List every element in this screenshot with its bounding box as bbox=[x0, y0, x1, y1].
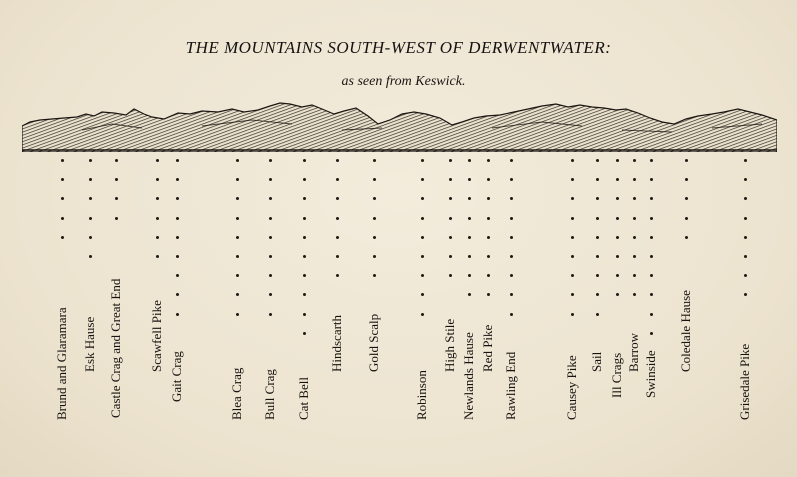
page-subtitle: as seen from Keswick. bbox=[341, 74, 466, 89]
leader-dot bbox=[156, 255, 159, 258]
leader-dot bbox=[89, 178, 92, 181]
leader-dot bbox=[269, 274, 272, 277]
leader-dot bbox=[596, 178, 599, 181]
leader-dot bbox=[571, 313, 574, 316]
leader-dot bbox=[61, 159, 64, 162]
leader-dot bbox=[510, 236, 513, 239]
leader-dot bbox=[596, 274, 599, 277]
leader-dot bbox=[650, 255, 653, 258]
leader-dot bbox=[596, 236, 599, 239]
leader-dot bbox=[650, 332, 653, 335]
leader-dot bbox=[650, 159, 653, 162]
leader-dot bbox=[468, 255, 471, 258]
leader-dot bbox=[744, 255, 747, 258]
leader-dot bbox=[373, 255, 376, 258]
leader-dot bbox=[744, 159, 747, 162]
leader-dot bbox=[236, 255, 239, 258]
mountain-label: Robinson bbox=[414, 370, 429, 420]
mountain-label: High Stile bbox=[442, 318, 457, 372]
mountain-label: Red Pike bbox=[480, 324, 495, 372]
leader-dot bbox=[61, 236, 64, 239]
leader-dot bbox=[487, 255, 490, 258]
mountain-label: Swinside bbox=[643, 350, 658, 398]
leader-dot bbox=[176, 255, 179, 258]
leader-dot bbox=[650, 178, 653, 181]
leader-dot bbox=[303, 313, 306, 316]
leader-dot bbox=[269, 159, 272, 162]
leader-dot bbox=[650, 274, 653, 277]
leader-dot bbox=[336, 236, 339, 239]
leader-dot bbox=[510, 274, 513, 277]
leader-dot bbox=[156, 217, 159, 220]
leader-dot bbox=[685, 217, 688, 220]
leader-dot bbox=[303, 255, 306, 258]
leader-dot bbox=[449, 274, 452, 277]
leader-dot bbox=[421, 178, 424, 181]
leader-dot bbox=[571, 178, 574, 181]
leader-dot bbox=[421, 274, 424, 277]
leader-dot bbox=[176, 217, 179, 220]
leader-dot bbox=[449, 236, 452, 239]
mountain-label: Brund and Glaramara bbox=[54, 307, 69, 420]
leader-dot bbox=[571, 255, 574, 258]
leader-dot bbox=[633, 178, 636, 181]
leader-dot bbox=[176, 159, 179, 162]
leader-dot bbox=[303, 217, 306, 220]
leader-dot bbox=[468, 159, 471, 162]
leader-dot bbox=[616, 236, 619, 239]
leader-dot bbox=[336, 274, 339, 277]
leader-dot bbox=[571, 159, 574, 162]
leader-dot bbox=[269, 178, 272, 181]
leader-dot bbox=[633, 236, 636, 239]
mountain-label: Cat Bell bbox=[296, 377, 311, 420]
leader-dot bbox=[421, 255, 424, 258]
leader-dot bbox=[616, 255, 619, 258]
leader-dot bbox=[744, 217, 747, 220]
mountain-label: Castle Crag and Great End bbox=[108, 278, 123, 418]
leader-dot bbox=[510, 159, 513, 162]
leader-dot bbox=[744, 274, 747, 277]
leader-dot bbox=[616, 159, 619, 162]
leader-dot bbox=[336, 255, 339, 258]
leader-dot bbox=[89, 236, 92, 239]
leader-dot bbox=[571, 236, 574, 239]
mountain-label: Barrow bbox=[626, 333, 641, 372]
mountain-label: Causey Pike bbox=[564, 355, 579, 420]
leader-dot bbox=[487, 236, 490, 239]
leader-dot bbox=[176, 178, 179, 181]
leader-dot bbox=[571, 274, 574, 277]
leader-dot bbox=[336, 159, 339, 162]
leader-dot bbox=[487, 178, 490, 181]
leader-dot bbox=[510, 313, 513, 316]
leader-dot bbox=[596, 159, 599, 162]
leader-dot bbox=[176, 274, 179, 277]
leader-dot bbox=[510, 255, 513, 258]
mountain-label: Sail bbox=[589, 351, 604, 372]
leader-dot bbox=[303, 274, 306, 277]
leader-dot bbox=[468, 274, 471, 277]
leader-dot bbox=[373, 236, 376, 239]
leader-dot bbox=[487, 217, 490, 220]
leader-dot bbox=[596, 217, 599, 220]
leader-dot bbox=[156, 178, 159, 181]
leader-dot bbox=[633, 159, 636, 162]
leader-dot bbox=[236, 217, 239, 220]
mountain-label: Hindscarth bbox=[329, 314, 344, 372]
leader-dot bbox=[115, 217, 118, 220]
leader-dot bbox=[421, 217, 424, 220]
leader-dot bbox=[616, 274, 619, 277]
leader-dot bbox=[487, 274, 490, 277]
leader-dot bbox=[571, 217, 574, 220]
mountain-label: Blea Crag bbox=[229, 367, 244, 420]
leader-dot bbox=[650, 313, 653, 316]
leader-dot bbox=[269, 255, 272, 258]
leader-dot bbox=[744, 236, 747, 239]
leader-dot bbox=[596, 255, 599, 258]
mountain-label: Gait Crag bbox=[169, 351, 184, 402]
leader-dot bbox=[373, 274, 376, 277]
leader-dot bbox=[115, 178, 118, 181]
leader-dot bbox=[421, 313, 424, 316]
leader-dot bbox=[449, 159, 452, 162]
mountain-label: Ill Crags bbox=[609, 352, 624, 398]
leader-dot bbox=[373, 159, 376, 162]
leader-dot bbox=[303, 332, 306, 335]
leader-dot bbox=[449, 217, 452, 220]
mountain-label: Rawling End bbox=[503, 351, 518, 420]
leader-dot bbox=[468, 217, 471, 220]
leader-dot bbox=[336, 217, 339, 220]
leader-dot bbox=[449, 178, 452, 181]
leader-dot bbox=[616, 217, 619, 220]
leader-dot bbox=[156, 159, 159, 162]
leader-dot bbox=[685, 159, 688, 162]
leader-dot bbox=[633, 255, 636, 258]
leader-dot bbox=[596, 313, 599, 316]
leader-dot bbox=[269, 236, 272, 239]
leader-dot bbox=[156, 236, 159, 239]
leader-dot bbox=[236, 274, 239, 277]
leader-dot bbox=[269, 217, 272, 220]
leader-dot bbox=[61, 178, 64, 181]
mountain-label: Coledale Hause bbox=[678, 290, 693, 372]
leader-dot bbox=[744, 178, 747, 181]
leader-dot bbox=[303, 178, 306, 181]
leader-dot bbox=[89, 217, 92, 220]
leader-dot bbox=[650, 236, 653, 239]
mountain-label: Esk Hause bbox=[82, 316, 97, 372]
leader-dot bbox=[449, 255, 452, 258]
mountain-label: Grisedale Pike bbox=[737, 343, 752, 420]
leader-dot bbox=[236, 178, 239, 181]
leader-dot bbox=[487, 159, 490, 162]
mountain-panorama bbox=[22, 100, 777, 152]
leader-dot bbox=[510, 178, 513, 181]
leader-dot bbox=[421, 159, 424, 162]
leader-dot bbox=[115, 159, 118, 162]
leader-dot bbox=[633, 274, 636, 277]
leader-dot bbox=[468, 178, 471, 181]
mountain-label: Gold Scalp bbox=[366, 313, 381, 372]
leader-dot bbox=[633, 217, 636, 220]
leader-dot bbox=[89, 255, 92, 258]
leader-dot bbox=[303, 236, 306, 239]
leader-dot bbox=[269, 313, 272, 316]
leader-dot bbox=[236, 313, 239, 316]
leader-dot bbox=[336, 178, 339, 181]
leader-dot bbox=[89, 159, 92, 162]
leader-dot bbox=[510, 217, 513, 220]
mountain-label: Bull Crag bbox=[262, 369, 277, 420]
mountain-label: Newlands Hause bbox=[461, 332, 476, 420]
leader-dot bbox=[373, 217, 376, 220]
leader-dot bbox=[468, 236, 471, 239]
leader-dot bbox=[373, 178, 376, 181]
leader-dot bbox=[176, 236, 179, 239]
leader-dot bbox=[650, 217, 653, 220]
leader-dot bbox=[236, 236, 239, 239]
mountain-label: Scawfell Pike bbox=[149, 300, 164, 372]
page-title: THE MOUNTAINS SOUTH-WEST OF DERWENTWATER: bbox=[185, 38, 612, 57]
leader-dot bbox=[236, 159, 239, 162]
leader-dot bbox=[685, 236, 688, 239]
leader-dot bbox=[616, 178, 619, 181]
leader-dot bbox=[685, 178, 688, 181]
leader-dot bbox=[61, 217, 64, 220]
leader-dot bbox=[303, 159, 306, 162]
leader-dot bbox=[176, 313, 179, 316]
leader-dot bbox=[421, 236, 424, 239]
